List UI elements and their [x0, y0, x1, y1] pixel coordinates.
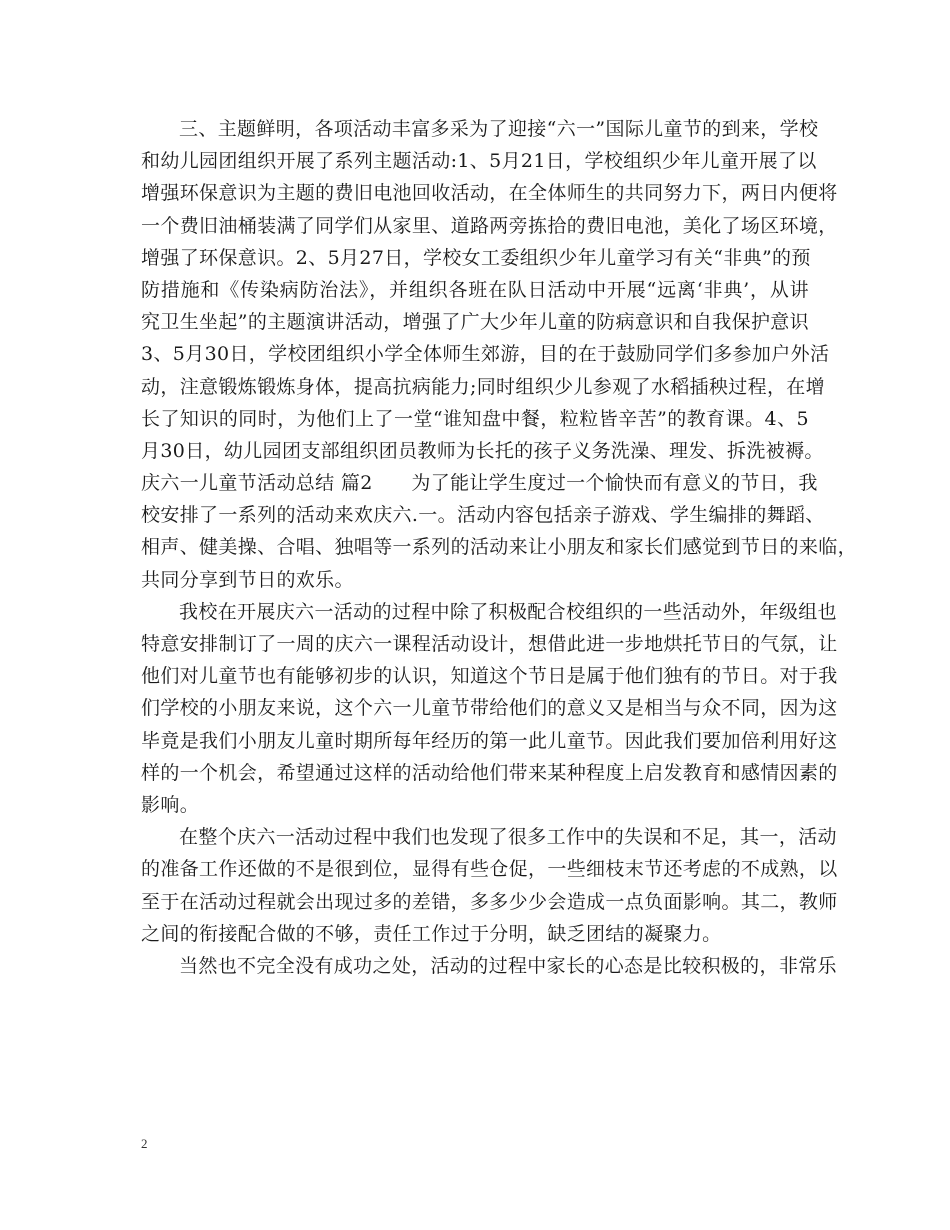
document-body — [141, 113, 857, 982]
text-line: 一个费旧油桶装满了同学们从家里、道路两旁拣拾的费旧电池，美化了场区环境， — [141, 214, 838, 237]
text-line: 校安排了一系列的活动来欢庆六.一。活动内容包括亲子游戏、学生编排的舞蹈、 — [141, 504, 825, 527]
text-line: 相声、健美操、合唱、独唱等一系列的活动来让小朋友和家长们感觉到节日的来临， — [141, 536, 857, 559]
page-number: 2 — [141, 1136, 148, 1151]
text-line: 庆六一儿童节活动总结 篇2 为了能让学生度过一个愉快而有意义的节日，我 — [141, 472, 818, 495]
text-line: 之间的衔接配合做的不够，责任工作过于分明，缺乏团结的凝聚力。 — [141, 922, 722, 945]
text-line: 防措施和《传染病防治法》，并组织各班在队日活动中开展“远离‘非典’，从讲 — [141, 278, 809, 301]
text-line: 3、5月30日，学校团组织小学全体师生郊游，目的在于鼓励同学们多参加户外活 — [141, 343, 830, 366]
text-line: 长了知识的同时，为他们上了一堂“谁知盘中餐，粒粒皆辛苦”的教育课。4、5 — [141, 407, 809, 430]
text-line: 增强环保意识为主题的费旧电池回收活动，在全体师生的共同努力下，两日内便将 — [141, 182, 838, 205]
text-line: 样的一个机会，希望通过这样的活动给他们带来某种程度上启发教育和感情因素的 — [141, 761, 838, 784]
text-line: 共同分享到节日的欢乐。 — [141, 568, 354, 591]
text-line: 当然也不完全没有成功之处，活动的过程中家长的心态是比较积极的，非常乐 — [179, 954, 837, 977]
text-line: 特意安排制订了一周的庆六一课程活动设计，想借此进一步地烘托节日的气氛，让 — [141, 633, 838, 655]
text-line: 究卫生坐起”的主题演讲活动，增强了广大少年儿童的防病意识和自我保护意识 — [141, 311, 809, 334]
text-line: 在整个庆六一活动过程中我们也发现了很多工作中的失误和不足，其一，活动 — [179, 826, 837, 849]
text-line: 们学校的小朋友来说，这个六一儿童节带给他们的意义又是相当与众不同，因为这 — [141, 697, 838, 720]
text-line: 至于在活动过程就会出现过多的差错，多多少少会造成一点负面影响。其二，教师 — [141, 890, 838, 913]
text-line: 影响。 — [141, 793, 200, 816]
text-line: 我校在开展庆六一活动的过程中除了积极配合校组织的一些活动外，年级组也 — [179, 600, 837, 623]
text-line: 三、主题鲜明，各项活动丰富多采为了迎接“六一”国际儿童节的到来，学校 — [179, 118, 819, 140]
text-line: 月30日，幼儿园团支部组织团员教师为长托的孩子义务洗澡、理发、拆洗被褥。 — [141, 439, 824, 462]
text-line: 和幼儿园团组织开展了系列主题活动:1、5月21日，学校组织少年儿童开展了以 — [141, 150, 817, 173]
text-line: 动，注意锻炼锻炼身体，提高抗病能力;同时组织少儿参观了水稻插秧过程，在增 — [141, 375, 826, 398]
text-line: 的准备工作还做的不是很到位，显得有些仓促，一些细枝末节还考虑的不成熟，以 — [141, 858, 838, 881]
text-line: 他们对儿童节也有能够初步的认识，知道这个节日是属于他们独有的节日。对于我 — [141, 665, 838, 688]
text-line: 毕竟是我们小朋友儿童时期所每年经历的第一此儿童节。因此我们要加倍利用好这 — [141, 729, 838, 752]
text-line: 增强了环保意识。2、5月27日，学校女工委组织少年儿童学习有关“非典”的预 — [141, 246, 811, 269]
